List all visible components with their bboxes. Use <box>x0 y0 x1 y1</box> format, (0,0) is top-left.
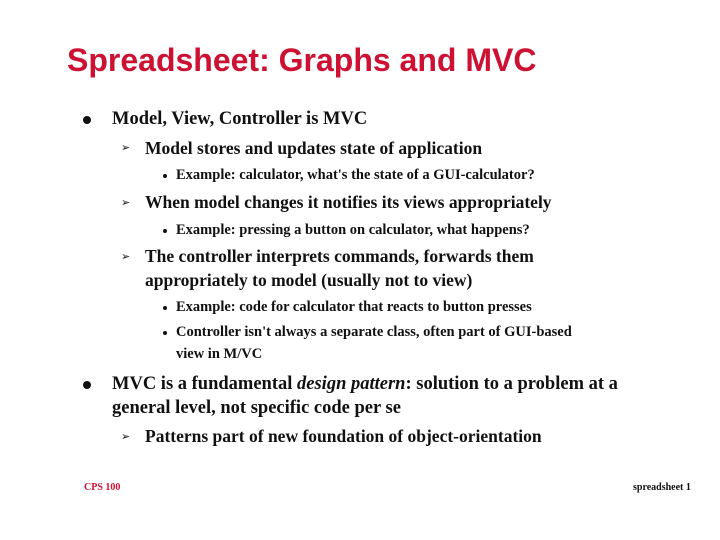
small-dot-icon <box>163 306 167 310</box>
bullet-2-line-1: MVC is a fundamental design pattern: solution to a problem at a <box>112 374 618 394</box>
small-dot-icon <box>163 331 167 335</box>
footer-slide-label: spreadsheet 1 <box>633 482 691 493</box>
detail-1-text: Example: calculator, what's the state of a GUI-calculator? <box>176 167 535 183</box>
detail-4-text: Controller isn't always a separate class, often part of GUI-based <box>176 324 572 340</box>
detail-4-continuation: view in M/VC <box>176 346 263 362</box>
small-dot-icon <box>163 174 167 178</box>
detail-3-text: Example: code for calculator that reacts to button presses <box>176 299 532 315</box>
sub-item-2-text: When model changes it notifies its views appropriately <box>145 192 552 212</box>
detail-2-text: Example: pressing a button on calculator, what happens? <box>176 222 530 238</box>
bullet-1-text: Model, View, Controller is MVC <box>112 109 368 129</box>
footer-course: CPS 100 <box>84 482 121 493</box>
sub-item-3-line-1: The controller interprets commands, forwards them <box>145 246 534 266</box>
sub-item-4-text: Patterns part of new foundation of object-orientation <box>145 426 542 446</box>
page-title: Spreadsheet: Graphs and MVC <box>67 42 537 78</box>
sub-item-1-text: Model stores and updates state of application <box>145 138 483 158</box>
arrow-bullet-icon: ➢ <box>121 196 131 209</box>
design-pattern-emphasis: design pattern <box>297 374 406 394</box>
arrow-bullet-icon: ➢ <box>121 250 131 263</box>
small-dot-icon <box>163 229 167 233</box>
bullet-dot-icon <box>83 116 91 124</box>
bullet-2-line-2: general level, not specific code per se <box>112 398 401 418</box>
arrow-bullet-icon: ➢ <box>121 430 131 443</box>
sub-item-3-line-2: appropriately to model (usually not to view) <box>145 270 473 290</box>
arrow-bullet-icon: ➢ <box>121 141 131 154</box>
bullet-dot-icon <box>83 381 91 389</box>
